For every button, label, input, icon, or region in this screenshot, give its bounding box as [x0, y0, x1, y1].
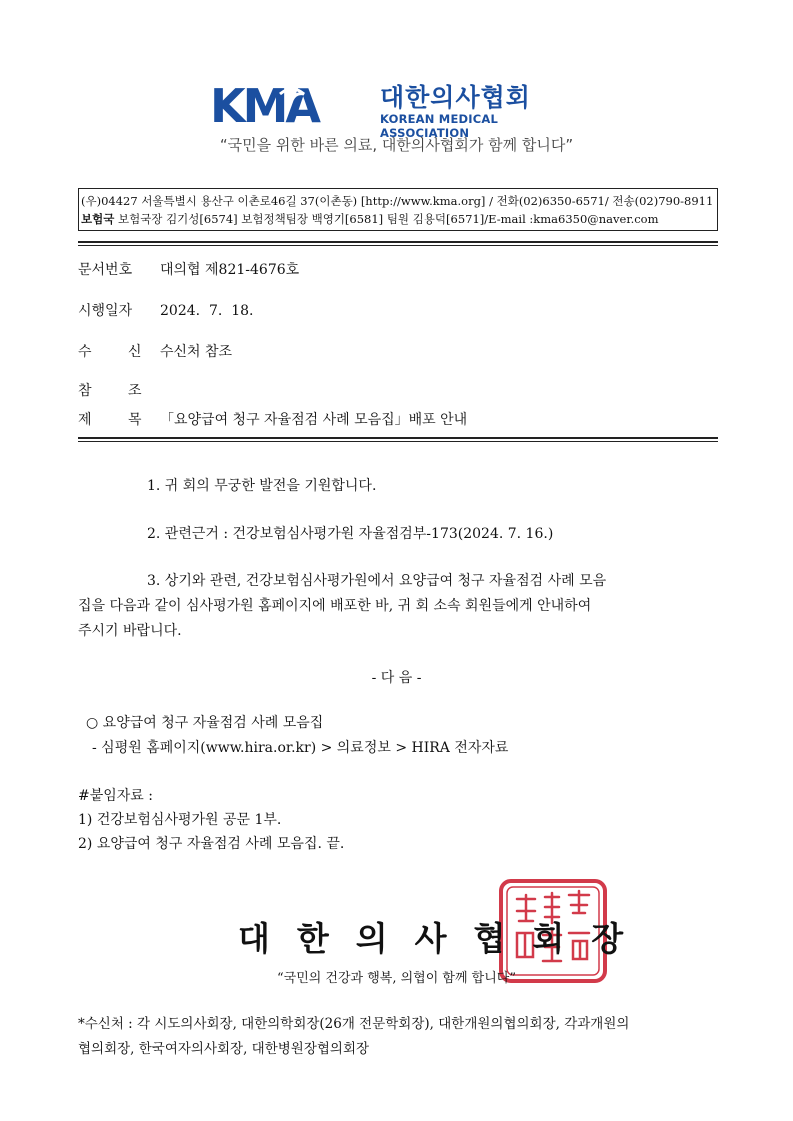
logo-name-kr: 대한의사협회	[380, 83, 531, 112]
doc-number-label: 문서번호	[78, 262, 133, 278]
doc-number-row	[78, 261, 299, 279]
reference-row	[78, 382, 160, 400]
header-divider	[78, 241, 718, 243]
kma-logo	[210, 83, 590, 140]
paragraph-3-line-3: 주시기 바랍니다.	[78, 623, 182, 639]
header-slogan: “국민을 위한 바른 의료, 대한의사협회가 함께 합니다”	[219, 136, 574, 154]
logo-name-en: KOREAN MEDICAL ASSOCIATION	[380, 112, 499, 140]
kma-mark-icon	[210, 84, 372, 126]
paragraph-3-line-2: 집을 다음과 같이 심사평가원 홈페이지에 배포한 바, 귀 회 소속 회원들에게 안내하여	[78, 598, 592, 614]
item-title: ○ 요양급여 청구 자율점검 사례 모음집	[86, 715, 324, 731]
attachment-1: 1) 건강보험심사평가원 공문 1부.	[78, 812, 282, 828]
date-label: 시행일자	[78, 303, 133, 319]
attachments-title: #붙임자료 :	[78, 788, 153, 804]
kma-mark-text: KMA	[210, 84, 319, 126]
recipient-label-1: 수	[78, 344, 92, 360]
subject-row	[78, 411, 467, 429]
next-heading: - 다 음 -	[371, 670, 422, 686]
recipients-line-2: 협의회장, 한국여자의사회장, 대한병원장협의회장	[78, 1041, 370, 1057]
paragraph-3-line-1: 3. 상기와 관련, 건강보험심사평가원에서 요양급여 청구 자율점검 사례 모음	[147, 573, 607, 589]
doc-number-value: 대의협 제821-4676호	[160, 262, 300, 278]
date-row	[78, 302, 254, 320]
address-box	[78, 188, 718, 231]
subject-label-1: 제	[78, 412, 92, 428]
subject-value: 「요양급여 청구 자율점검 사례 모음집」배포 안내	[160, 412, 468, 428]
address-line-1: (우)04427 서울특별시 용산구 이촌로46길 37(이촌동) [http://www.kma.org] / 전화(02)6350-6571/ 전송(02)790-8911	[81, 194, 714, 208]
reference-label-2: 조	[128, 383, 142, 399]
subject-label-2: 목	[128, 412, 142, 428]
item-link-path: - 심평원 홈페이지(www.hira.or.kr) > 의료정보 > HIRA 전자자료	[92, 740, 509, 756]
recipient-value: 수신처 참조	[160, 344, 233, 360]
contact-info: 보험국장 김기성[6574] 보험정책팀장 백영기[6581] 팀원 김용덕[6571]/E-mail :kma6350@naver.com	[114, 212, 659, 226]
recipients-line-1: *수신처 : 각 시도의사회장, 대한의학회장(26개 전문학회장), 대한개원의협의회장, 각과개원의	[78, 1016, 630, 1032]
attachment-2: 2) 요양급여 청구 자율점검 사례 모음집. 끝.	[78, 836, 345, 852]
signature-name: 대한의사협회장	[238, 919, 651, 958]
recipient-row	[78, 343, 232, 361]
date-value: 2024. 7. 18.	[160, 303, 254, 319]
department-label: 보험국	[81, 212, 115, 226]
paragraph-1: 1. 귀 회의 무궁한 발전을 기원합니다.	[147, 478, 377, 494]
reference-label-1: 참	[78, 383, 92, 399]
subject-divider	[78, 437, 718, 439]
signature-slogan: “국민의 건강과 행복, 의협이 함께 합니다”	[276, 971, 516, 986]
recipient-label-2: 신	[128, 344, 142, 360]
paragraph-2: 2. 관련근거 : 건강보험심사평가원 자율점검부-173(2024. 7. 16.)	[147, 526, 554, 542]
address-line-2	[81, 210, 711, 228]
